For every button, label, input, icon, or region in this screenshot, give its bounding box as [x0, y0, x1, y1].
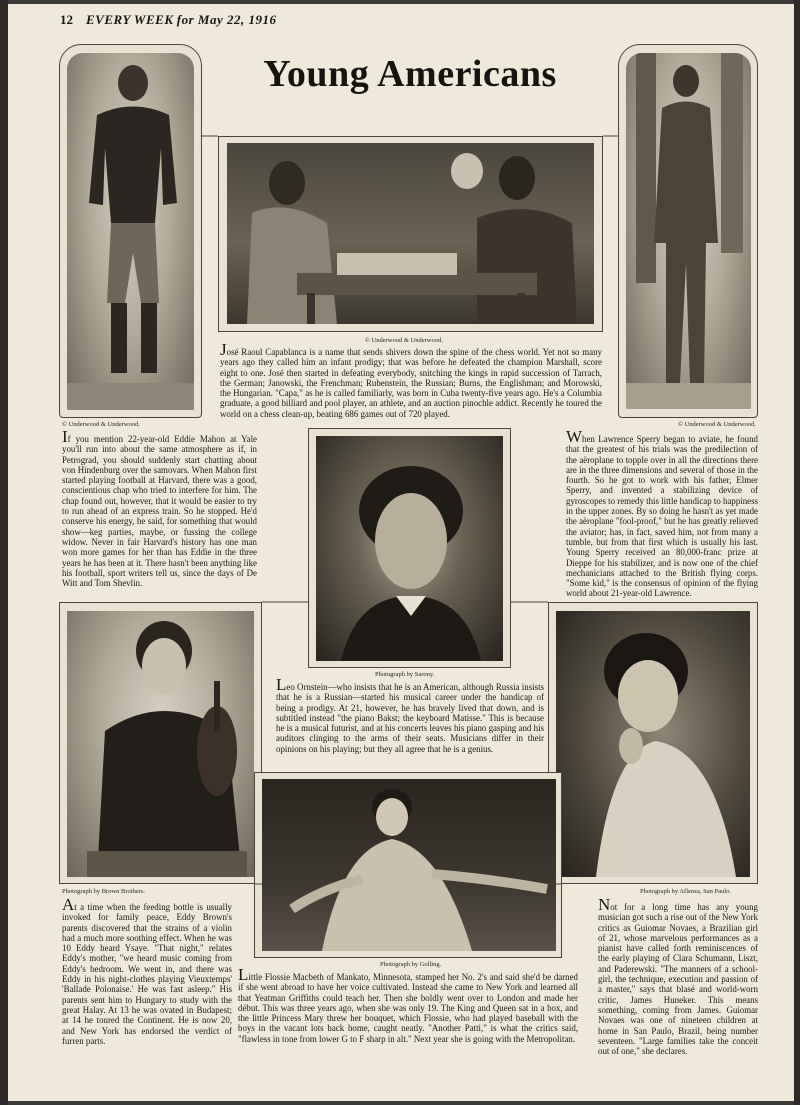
article-ornstein: Leo Ornstein—who insists that he is an American, although Russia insists that he is a Russian—started his musical career under the handicap of being a prodigy. At 21, however, he has bravely lived that down, and is subtitled instead "the piano Bakst; the keyboard Matisse." This is because he is a musical futurist, and at his concerts leaves his piano gasping and his auditors clinging to the arms of their seats. Musicians differ in their opinions on his playing; but they all agree that he is a genius.	[276, 675, 544, 754]
macbeth-seated	[262, 779, 556, 951]
article-capablanca: José Raoul Capablanca is a name that sends shivers down the spine of the chess world. Yet not so many years ago they called him an infant prodigy; that was before he defeated the champion Marshall, score eight to one. José then started in defeating everybody, snitching the kings in rapid succession of Tarrach, the German; Janowski, the Frenchman; Rubenstein, the Russian; Burns, the Englishman; and Morowski, the Hungarian. "Capa," as he is called familiarly, was born in Cuba twenty-five years ago. He's a Columbia graduate, a good billiard and pool player, an athlete, and an auction pinochle addict. Recently he toured the world on a chess clean-up, beating 686 games out of 720 played.	[220, 340, 602, 419]
brown-violinist	[67, 611, 254, 877]
credit-brown: Photograph by Brown Brothers.	[62, 888, 146, 895]
article-novaes: Not for a long time has any young musician got such a rise out of the New York critics as Guiomar Novaes, a Brazilian girl of 21, whose marvelous performances as a pianist have called forth reminiscences of the early playing of Clara Schumann, Liszt, and Paderewski. "The manners of a school-girl, the technique, execution and passion of a master," says that blasé and world-worn critic, James Huneker. This means something, coming from James. Guiomar Novaes was one of nineteen children at home in San Paulo, Brazil, being number seventeen. "Large families take the conceit out of one," she declares.	[598, 895, 758, 1057]
page-title: Young Americans	[263, 53, 557, 95]
ornstein-portrait	[316, 436, 503, 661]
sperry-photo-frame	[618, 44, 758, 418]
chess-scene	[227, 143, 594, 324]
page-header	[60, 12, 276, 28]
article-brown: At a time when the feeding bottle is usually invoked for family peace, Eddy Brown's parents discovered that the strains of a violin had a much more soothing effect. When he was 10 Eddy heard Ysaye. "That night," relates Eddy's mother, "we heard music coming from Eddy's bedroom. We went in, and there was Eddy in his night-clothes playing Vieuxtemps' 'Ballade Polonaise.' He was fast asleep." His parents sent him to Hungary to study with the great Halay. At 13 he was ovated in Budapest; at 14 he toured the Continent. He is now 20, and New York has endorsed the verdict of furren parts.	[62, 895, 232, 1046]
football-player-photo	[67, 53, 194, 410]
article-mahon: If you mention 22-year-old Eddie Mahon at Yale you'll run into about the same atmosphere as if, in Petrograd, you should suddenly start chatting about von Hindenburg over the samovars. When Mahon first started playing football at Harvard, there was a good, conscientious chap who tried to interfere for him. The chap found out, however, that it would be easier to try to run ahead of an express train. So he stopped. He'd conserve his energy, he said, for something that would show—keg parties, maybe, or fussing the college widow. Never in fair Harvard's history has one man won more games for her than has Eddie in the three years he has been at it. There hasn't been anything like his football, sport writers tell us, since the days of De Witt and Tom Shevlin.	[62, 427, 257, 589]
macbeth-photo	[262, 779, 556, 951]
novaes-photo-frame	[548, 602, 758, 884]
macbeth-photo-frame	[254, 772, 562, 958]
page-edge-right	[794, 0, 800, 1105]
novaes-portrait	[556, 611, 750, 877]
page-edge-left	[0, 0, 8, 1105]
article-sperry: When Lawrence Sperry began to aviate, he found that the greatest of his trials was the predilection of the aëroplane to topple over in all the directions there are in the three dimensions and several of those in the fourth. So he got to work with his father, Elmer Sperry, and invented a stabilizing device of gyroscopes to remedy this little handicap to happiness in the upper zones. By so doing he hasn't as yet made the aëroplane "fool-proof," but he has greatly relieved the aviator; has, in fact, saved him, not from many a tumble, but from that first which is usually his last. Young Sperry received an 80,000-franc prize at Dieppe for his stabilizer, and is now one of the chief mechanicians attached to the British flying corps. "Some kid," is the consensus of opinion of the flying world about 21-year-old Lawrence.	[566, 427, 759, 599]
brown-photo-frame	[59, 602, 262, 884]
chess-photo-frame	[218, 136, 603, 332]
ornstein-photo-frame	[308, 428, 511, 668]
publication-name: EVERY WEEK	[86, 12, 174, 27]
credit-chess: © Underwood & Underwood.	[365, 337, 443, 344]
sperry-photo	[626, 53, 751, 409]
page-number: 12	[60, 12, 73, 27]
credit-novaes: Photograph by Aflenza, San Paulo.	[640, 888, 731, 895]
credit-ornstein: Photograph by Sarony.	[375, 671, 435, 678]
article-macbeth: Little Flossie Macbeth of Mankato, Minnesota, stamped her No. 2's and said she'd be darned if she went abroad to have her voice cultivated. Instead she came to New York and learned all that Yeatman Griffiths could teach her. Then she boldly went over to London and made her début. This was three years ago, when she was only 19. The King and Queen sat in a box, and the little Princess Mary threw her bouquet, which Flossie, who had played baseball with the boys in the vacant lots back home, caught neatly. "Another Patti," is what the critics said, "flawless in tone from lower G to F sharp in alt." Next year she is going with the Metropolitan.	[238, 965, 578, 1044]
credit-macbeth: Photograph by Golling.	[380, 961, 442, 968]
issue-date: for May 22, 1916	[176, 12, 277, 27]
credit-football: © Underwood & Underwood.	[62, 421, 140, 428]
sperry-figure	[626, 53, 751, 409]
chess-photo	[227, 143, 594, 324]
football-player-figure	[67, 53, 194, 410]
brown-photo	[67, 611, 254, 877]
football-photo-frame	[59, 44, 202, 418]
ornstein-photo	[316, 436, 503, 661]
novaes-photo	[556, 611, 750, 877]
credit-sperry: © Underwood & Underwood.	[678, 421, 756, 428]
